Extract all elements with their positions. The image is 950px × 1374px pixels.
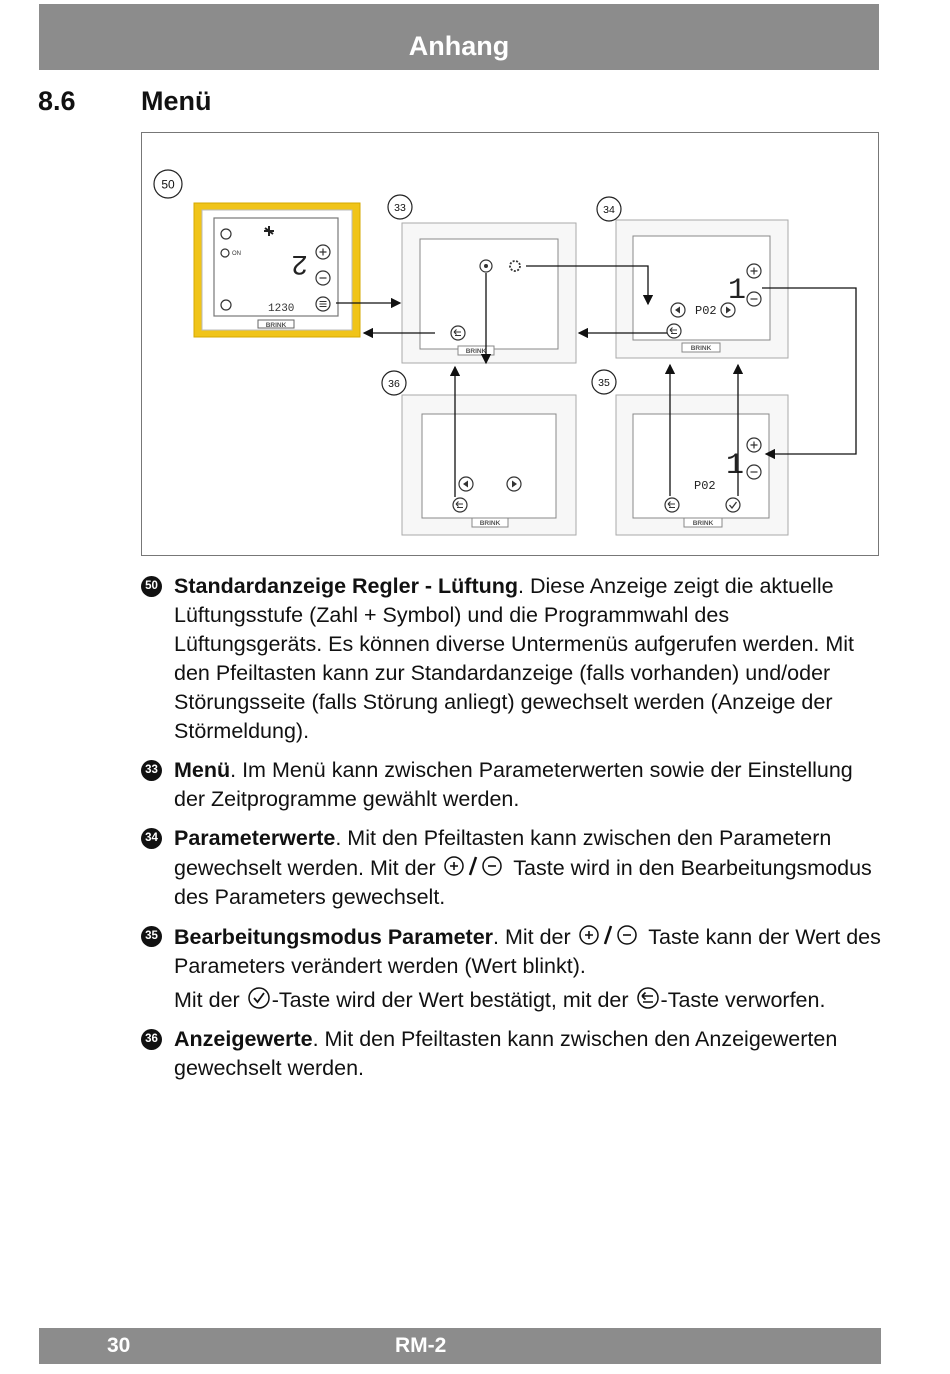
item-text: . Mit den Pfeiltasten kann zwischen den Anzeigewerten gewechselt werden. [174, 1027, 838, 1080]
item-title: Bearbeitungsmodus Parameter [174, 925, 494, 949]
item-title: Menü [174, 758, 231, 782]
section-heading [38, 86, 212, 117]
list-item [141, 1025, 881, 1083]
panel-35 [592, 370, 788, 535]
panel-50-brand: BRINK [265, 322, 287, 329]
panel-35-brand: BRINK [692, 520, 714, 527]
panel-36 [382, 371, 576, 535]
screen50-digit: 2 [291, 247, 308, 278]
confirm-check-icon [246, 985, 272, 1011]
document-id: RM-2 [395, 1334, 447, 1357]
item-text: Mit der [174, 988, 246, 1012]
panel-36-brand: BRINK [479, 520, 501, 527]
item-text: . Mit der [493, 925, 577, 949]
panel-34 [597, 197, 788, 358]
back-icon [635, 985, 661, 1011]
section-title: Menü [141, 86, 212, 116]
panel-50 [154, 170, 360, 337]
screen50-time: 1230 [268, 303, 295, 315]
item-text: . Im Menü kann zwischen Parameterwerten sowie der Einstellung der Zeitprogramme gewählt werden. [174, 758, 853, 811]
item-text: -Taste verworfen. [660, 988, 826, 1012]
item-title: Standardanzeige Regler - Lüftung [174, 574, 519, 598]
footer-bar [39, 1328, 881, 1364]
item-line2 [174, 985, 881, 1015]
list-item [141, 824, 881, 912]
screen35-param: P02 [694, 479, 716, 493]
item-title: Parameterwerte [174, 826, 336, 850]
screen35-value: 1 [726, 449, 745, 483]
callout-35: 35 [598, 377, 610, 389]
item-marker: 35 [141, 926, 162, 947]
menu-diagram [141, 132, 879, 556]
plus-minus-icon [442, 853, 508, 879]
panel-33-brand: BRINK [465, 348, 487, 355]
item-text: Taste kann der Wert des Parameters verändert werden (Wert blinkt). [174, 925, 881, 978]
callout-33: 33 [394, 202, 406, 214]
item-marker: 34 [141, 828, 162, 849]
screen50-on-label: ON [232, 251, 241, 257]
item-marker: 50 [141, 576, 162, 597]
item-text: . Mit den Pfeiltasten kann zwischen den Parametern gewechselt werden. Mit der [174, 826, 832, 880]
callout-36: 36 [388, 378, 400, 390]
item-text: Taste wird in den Bearbeitungsmodus des Parameters gewechselt. [174, 856, 872, 909]
header-bar [39, 4, 879, 70]
page-number: 30 [107, 1334, 131, 1357]
menu-diagram-svg [142, 133, 878, 555]
screen34-param: P02 [695, 304, 717, 318]
panel-33 [388, 195, 576, 363]
header-title: Anhang [408, 31, 510, 61]
section-number: 8.6 [38, 86, 76, 116]
panel-34-brand: BRINK [690, 345, 712, 352]
screen34-value: 1 [728, 274, 747, 308]
item-marker: 36 [141, 1029, 162, 1050]
item-title: Anzeigewerte [174, 1027, 313, 1051]
list-item [141, 572, 881, 746]
callout-50: 50 [161, 177, 175, 192]
description-list [141, 572, 881, 1093]
plus-minus-icon [577, 922, 643, 948]
item-marker: 33 [141, 760, 162, 781]
callout-34: 34 [603, 204, 615, 216]
list-item [141, 922, 881, 1015]
item-text: -Taste wird der Wert bestätigt, mit der [271, 988, 635, 1012]
item-text: . Diese Anzeige zeigt die aktuelle Lüftungsstufe (Zahl + Symbol) und die Programmwahl des Lüftungsgeräts. Es können diverse Untermenüs aufgerufen werden. Mit den Pfeiltasten kann zur Standardanzeige (falls vorhanden) und/oder Störungsseite (falls Störung anliegt) gewechselt werden (Anzeige der Störmeldung). [174, 574, 855, 743]
list-item [141, 756, 881, 814]
